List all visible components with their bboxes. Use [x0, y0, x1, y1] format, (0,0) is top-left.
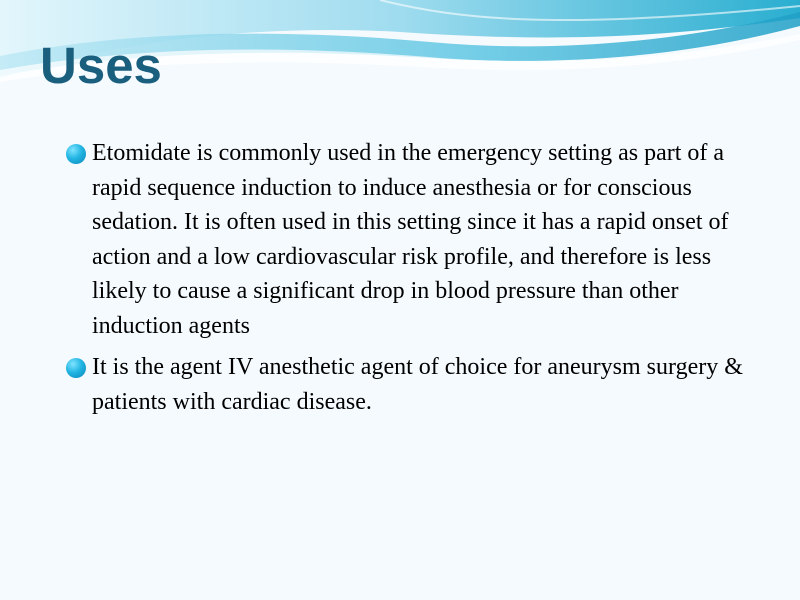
- bullet-list: [66, 136, 746, 426]
- bullet-text: Etomidate is commonly used in the emergency setting as part of a rapid sequence induction to induce anesthesia or for conscious sedation. It is often used in this setting since it has a rapid onset of action and a low cardiovascular risk profile, and therefore is less likely to cause a significant drop in blood pressure than other induction agents: [92, 140, 729, 339]
- bullet-item: [66, 136, 746, 343]
- bullet-icon: [66, 144, 86, 164]
- bullet-text: It is the agent IV anesthetic agent of choice for aneurysm surgery & patients with cardiac disease.: [92, 354, 743, 415]
- bullet-item: [66, 350, 746, 419]
- slide-title: Uses: [40, 37, 162, 94]
- bullet-icon: [66, 358, 86, 378]
